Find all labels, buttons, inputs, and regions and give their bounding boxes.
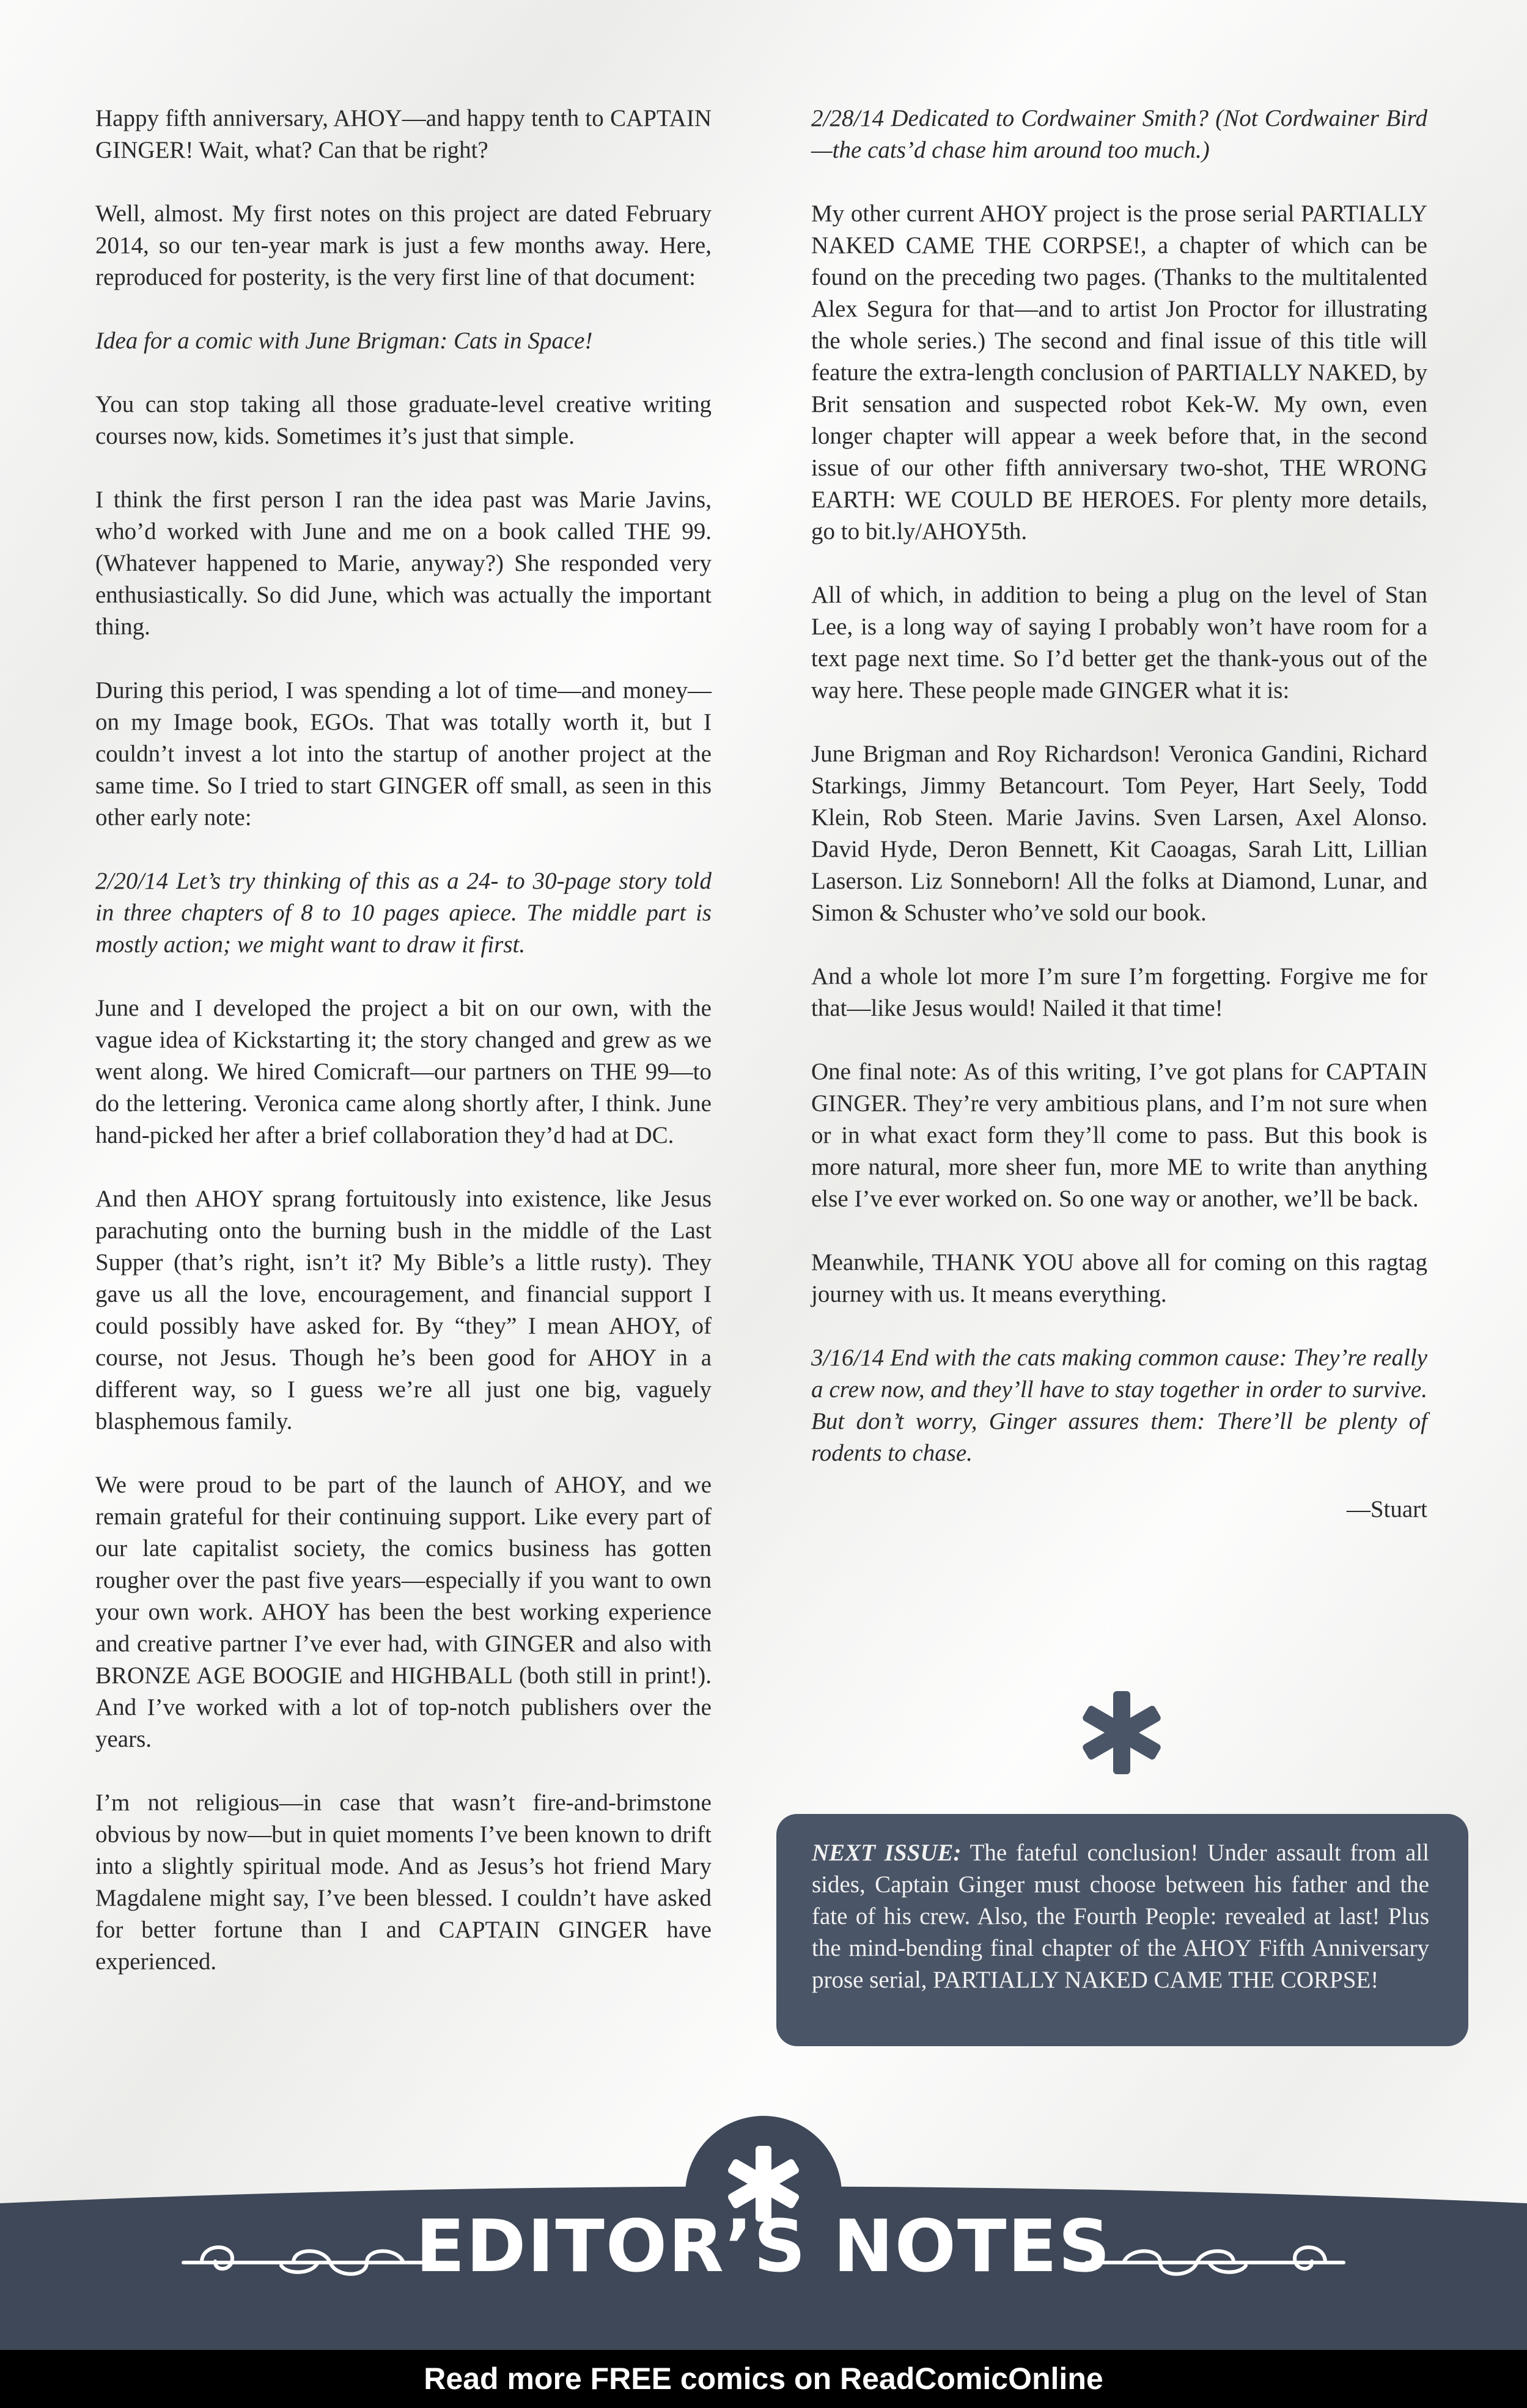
paragraph: You can stop taking all those graduate-level creative writing courses now, kids. Sometimes it’s just that simple. — [95, 391, 712, 449]
signature: —Stuart — [1346, 1496, 1427, 1522]
note-quote: 3/16/14 End with the cats making common cause: They’re really a crew now, and they’ll have to stay together in order to survive. But don’t worry, Ginger assures them: There’ll be plenty of rodents to chase. — [811, 1345, 1427, 1466]
next-issue-label: NEXT ISSUE: — [812, 1840, 962, 1866]
asterisk-icon — [1079, 1690, 1165, 1775]
banner-title: EDITOR’S NOTES — [415, 2204, 1112, 2288]
next-issue-box — [776, 1814, 1468, 2046]
paragraph: Well, almost. My first notes on this project are dated February 2014, so our ten-year mark is just a few months away. Here, reproduced for posterity, is the very first line of that document: — [95, 200, 712, 290]
next-issue-text: The fateful conclusion! Under assault from all sides, Captain Ginger must choose between his father and the fate of his crew. Also, the Fourth People: revealed at last! Plus the mind-bending final chapter of the AHOY Fifth Anniversary prose serial, PARTIALLY NAKED CAME THE CORPSE! — [812, 1840, 1429, 1993]
paragraph: During this period, I was spending a lot of time—and money—on my Image book, EGOs. That was totally worth it, but I couldn’t invest a lot into the startup of another project at the same time. So I tried to start GINGER off small, as seen in this other early note: — [95, 677, 712, 831]
paragraph: I think the first person I ran the idea past was Marie Javins, who’d worked with June and me on a book called THE 99. (Whatever happened to Marie, anyway?) She responded very enthusiastically. So did June, which was actually the important thing. — [95, 486, 712, 640]
paragraph: We were proud to be part of the launch of AHOY, and we remain grateful for their continuing support. Like every part of our late capitalist society, the comics business has gotten rougher over the past five years—especially if you want to own your own work. AHOY has been the best working experience and creative partner I’ve ever had, with GINGER and also with BRONZE AGE BOOGIE and HIGHBALL (both still in print!). And I’ve worked with a lot of top-notch publishers over the years. — [95, 1472, 712, 1752]
footer-link[interactable]: Read more FREE comics on ReadComicOnline — [0, 2350, 1527, 2408]
note-quote: 2/28/14 Dedicated to Cordwainer Smith? (Not Cordwainer Bird—the cats’d chase him around too much.) — [811, 105, 1427, 163]
paragraph: And then AHOY sprang fortuitously into existence, like Jesus parachuting onto the burning bush in the middle of the Last Supper (that’s right, isn’t it? My Bible’s a little rusty). They gave us all the love, encouragement, and financial support I could possibly have asked for. By “they” I mean AHOY, of course, not Jesus. Though he’s been good for AHOY in a different way, so I guess we’re all just one big, vaguely blasphemous family. — [95, 1186, 712, 1434]
right-column — [811, 103, 1427, 1557]
paragraph: Meanwhile, THANK YOU above all for coming on this ragtag journey with us. It means everything. — [811, 1249, 1427, 1307]
paragraph: One final note: As of this writing, I’ve got plans for CAPTAIN GINGER. They’re very ambitious plans, and I’m not sure when or in what exact form they’ll come to pass. But this book is more natural, more sheer fun, more ME to write than anything else I’ve ever worked on. So one way or another, we’ll be back. — [811, 1059, 1427, 1212]
note-quote: Idea for a comic with June Brigman: Cats in Space! — [95, 328, 593, 354]
paragraph: I’m not religious—in case that wasn’t fire-and-brimstone obvious by now—but in quiet moments I’ve been known to drift into a slightly spiritual mode. And as Jesus’s hot friend Mary Magdalene might say, I’ve been blessed. I couldn’t have asked for better fortune than I and CAPTAIN GINGER have experienced. — [95, 1789, 712, 1975]
paragraph: All of which, in addition to being a plug on the level of Stan Lee, is a long way of saying I probably won’t have room for a text page next time. So I’d better get the thank-yous out of the way here. These people made GINGER what it is: — [811, 582, 1427, 703]
paragraph: My other current AHOY project is the prose serial PARTIALLY NAKED CAME THE CORPSE!, a chapter of which can be found on the preceding two pages. (Thanks to the multitalented Alex Segura for that—and to artist Jon Proctor for illustrating the whole series.) The second and final issue of this title will feature the extra-length conclusion of PARTIALLY NAKED, by Brit sensation and suspected robot Kek-W. My own, even longer chapter will appear a week before that, in the second issue of our other fifth anniversary two-shot, THE WRONG EARTH: WE COULD BE HEROES. For plenty more details, go to bit.ly/AHOY5th. — [811, 200, 1427, 545]
note-quote: 2/20/14 Let’s try thinking of this as a 24- to 30-page story told in three chapters of 8 to 10 pages apiece. The middle part is mostly action; we might want to draw it first. — [95, 868, 712, 958]
paragraph: June Brigman and Roy Richardson! Veronica Gandini, Richard Starkings, Jimmy Betancourt. Tom Peyer, Hart Seely, Todd Klein, Rob Steen. Marie Javins. Sven Larsen, Axel Alonso. David Hyde, Deron Bennett, Kit Caoagas, Sarah Litt, Lillian Laserson. Liz Sonneborn! All the folks at Diamond, Lunar, and Simon & Schuster who’ve sold our book. — [811, 741, 1427, 926]
left-column — [95, 103, 712, 2010]
paragraph: And a whole lot more I’m sure I’m forgetting. Forgive me for that—like Jesus would! Nailed it that time! — [811, 963, 1427, 1021]
paragraph: Happy fifth anniversary, AHOY—and happy tenth to CAPTAIN GINGER! Wait, what? Can that be right? — [95, 105, 712, 163]
paragraph: June and I developed the project a bit on our own, with the vague idea of Kickstarting it; the story changed and grew as we went along. We hired Comicraft—our partners on THE 99—to do the lettering. Veronica came along shortly after, I think. June hand-picked her after a brief collaboration they’d had at DC. — [95, 995, 712, 1148]
